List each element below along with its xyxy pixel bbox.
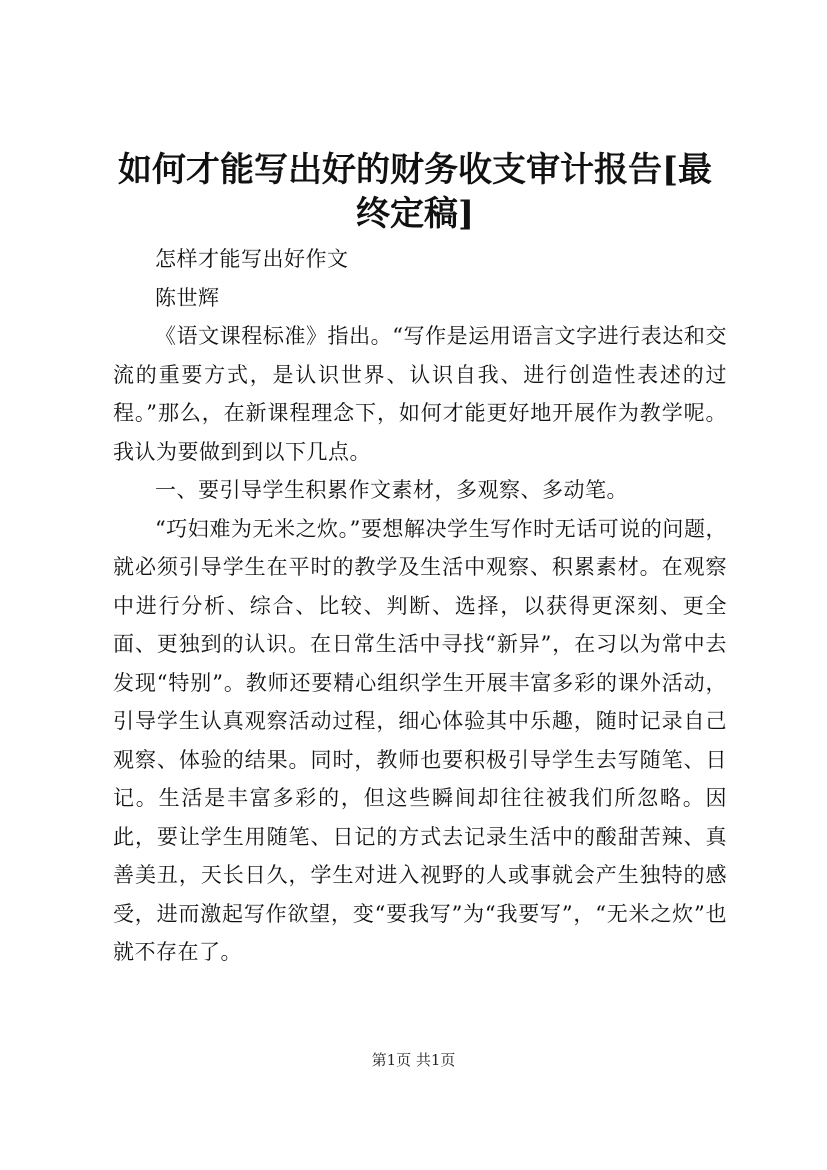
page-footer: 第1页 共1页 xyxy=(371,1051,456,1069)
document-title: 如何才能写出好的财务收支审计报告[最终定稿] xyxy=(117,150,713,234)
author-line: 陈世辉 xyxy=(155,285,220,310)
article-title-line: 怎样才能写出好作文 xyxy=(155,247,349,271)
document-body xyxy=(113,240,727,972)
section-heading-one: 一、要引导学生积累作文素材，多观察、多动笔。 xyxy=(155,478,628,502)
paragraph-main: “巧妇难为无米之炊。”要想解决学生写作时无话可说的问题，就必须引导学生在平时的教学及生活中观察、积累素材。在观察中进行分析、综合、比较、判断、选择，以获得更深刻、更全面、更独到的认识。在日常生活中寻找“新异”，在习以为常中去发现“特别”。教师还要精心组织学生开展丰富多彩的课外活动，引导学生认真观察活动过程，细心体验其中乐趣，随时记录自己观察、体验的结果。同时，教师也要积极引导学生去写随笔、日记。生活是丰富多彩的，但这些瞬间却往往被我们所忽略。因此，要让学生用随笔、日记的方式去记录生活中的酸甜苦辣、真善美丑，天长日久，学生对进入视野的人或事就会产生独特的感受，进而激起写作欲望，变“要我写”为“我要写”，“无米之炊”也就不存在了。 xyxy=(113,516,727,964)
paragraph-intro: 《语文课程标准》指出。“写作是运用语言文字进行表达和交流的重要方式，是认识世界、认识自我、进行创造性表述的过程。”那么，在新课程理念下，如何才能更好地开展作为教学呢。我认为要做到到以下几点。 xyxy=(113,324,727,464)
